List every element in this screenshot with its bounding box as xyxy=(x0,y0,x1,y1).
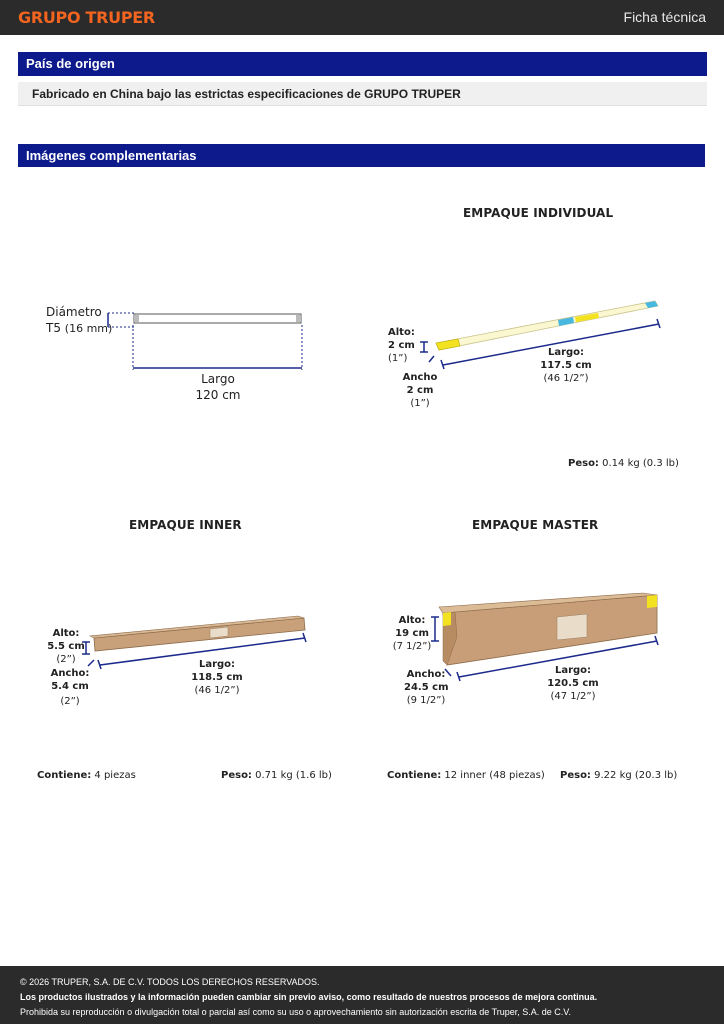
inner-contiene: Contiene: 4 piezas xyxy=(37,770,136,781)
master-title: EMPAQUE MASTER xyxy=(472,518,599,532)
master-alto: Alto: 19 cm (7 1/2”) xyxy=(392,615,432,652)
individual-alto: Alto: 2 cm (1”) xyxy=(388,327,415,364)
master-ancho: Ancho: 24.5 cm (9 1/2”) xyxy=(404,669,449,706)
master-contiene: Contiene: 12 inner (48 piezas) xyxy=(387,770,545,781)
inner-title: EMPAQUE INNER xyxy=(129,518,242,532)
individual-largo: Largo: 117.5 cm (46 1/2”) xyxy=(540,347,592,384)
master-tape-left xyxy=(443,612,451,626)
brand-logo: GRUPO TRUPER xyxy=(18,8,155,27)
individual-title: EMPAQUE INDIVIDUAL xyxy=(463,206,614,220)
tube-drawing xyxy=(100,300,320,380)
individual-ancho: Ancho 2 cm (1”) xyxy=(402,372,438,409)
master-peso: Peso: 9.22 kg (20.3 lb) xyxy=(560,770,678,781)
master-box-label xyxy=(557,614,587,640)
origin-section-title: País de origen xyxy=(18,52,707,76)
footer-prohibition: Prohibida su reproducción o divulgación total o parcial así como su uso o aprovechamiento sin autorización escrita de Truper, S.A. de C.V. xyxy=(20,1007,571,1017)
individual-tag-left xyxy=(436,339,460,350)
individual-box-face xyxy=(436,301,658,350)
individual-peso: Peso: 0.14 kg (0.3 lb) xyxy=(568,458,679,469)
inner-ancho-line xyxy=(88,660,94,666)
origin-text: Fabricado en China bajo las estrictas especificaciones de GRUPO TRUPER xyxy=(18,82,707,106)
tube-cap-left xyxy=(134,315,139,322)
master-largo: Largo: 120.5 cm (47 1/2”) xyxy=(547,665,599,702)
diameter-label: Diámetro xyxy=(46,305,102,319)
master-tape-right xyxy=(647,595,657,608)
footer-notice: Los productos ilustrados y la información pueden cambiar sin previo aviso, como resultado de nuestros procesos de mejora continua. xyxy=(20,992,598,1002)
tube-body xyxy=(134,314,301,323)
footer xyxy=(0,966,724,1024)
images-section-title: Imágenes complementarias xyxy=(18,144,705,167)
footer-copyright: © 2026 TRUPER, S.A. DE C.V. TODOS LOS DERECHOS RESERVADOS. xyxy=(20,977,320,987)
document-type: Ficha técnica xyxy=(623,9,706,25)
tube-cap-right xyxy=(296,315,301,322)
inner-alto: Alto: 5.5 cm (2”) xyxy=(47,628,85,665)
individual-ancho-line xyxy=(429,356,434,362)
inner-peso: Peso: 0.71 kg (1.6 lb) xyxy=(221,770,332,781)
top-bar xyxy=(0,0,724,35)
inner-largo: Largo: 118.5 cm (46 1/2”) xyxy=(191,659,243,696)
inner-box-label xyxy=(210,627,228,638)
inner-ancho: Ancho: 5.4 cm (2”) xyxy=(50,668,90,707)
diameter-value: T5 (16 mm) xyxy=(46,321,113,335)
tube-length-label: Largo xyxy=(201,372,235,386)
tube-length-value: 120 cm xyxy=(195,388,241,402)
